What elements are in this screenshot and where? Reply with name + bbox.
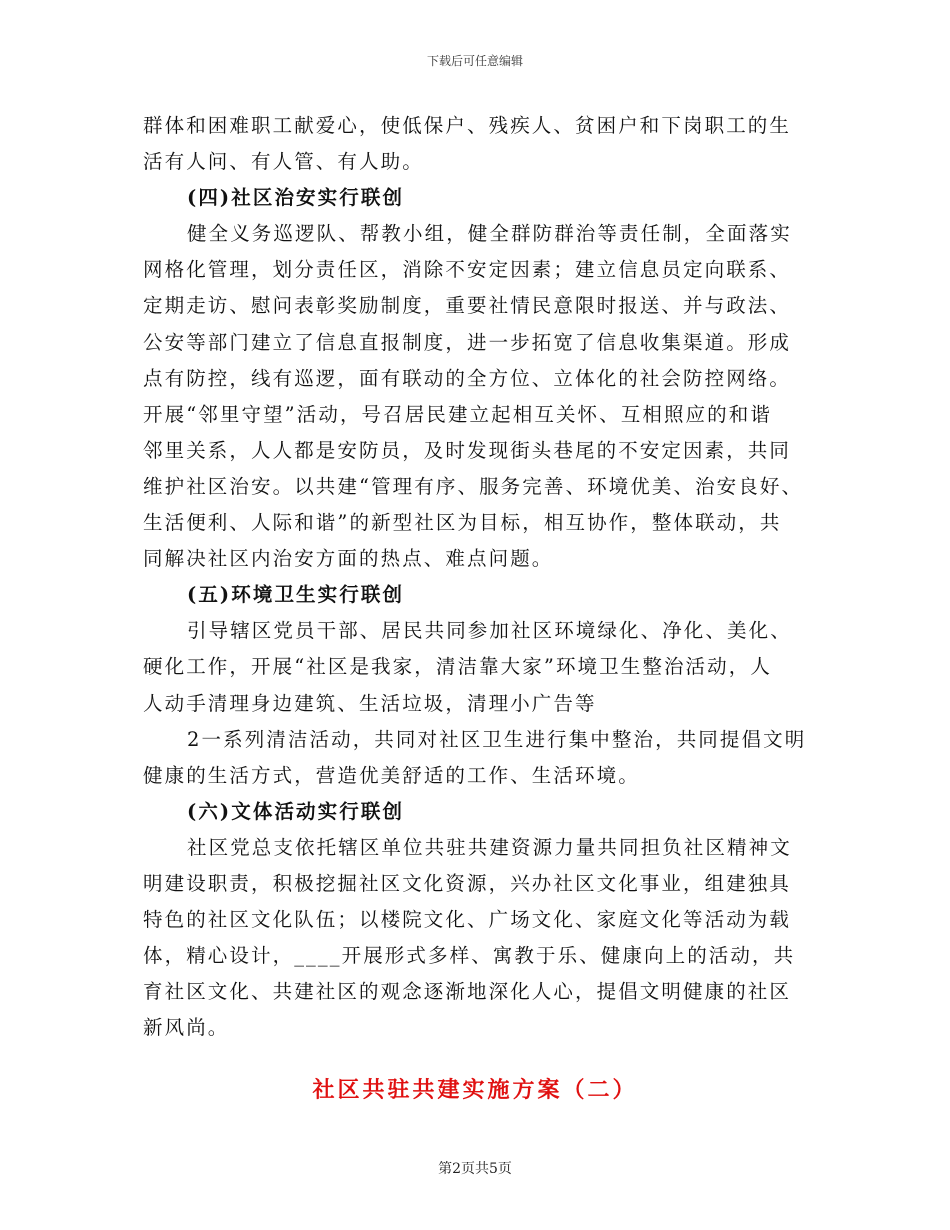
paragraph-line: 引导辖区党员干部、居民共同参加社区环境绿化、净化、美化、: [187, 619, 792, 643]
paragraph-line: 公安等部门建立了信息直报制度，进一步拓宽了信息收集渠道。形成: [143, 330, 792, 354]
paragraph-line: 明建设职责，积极挖掘社区文化资源，兴办社区文化事业，组建独具: [143, 871, 792, 895]
paragraph-line: 开展“邻里守望”活动，号召居民建立起相互关怀、互相照应的和谐: [143, 402, 772, 426]
paragraph-line: 点有防控，线有巡逻，面有联动的全方位、立体化的社会防控网络。: [143, 366, 792, 390]
paragraph-line: 邻里关系，人人都是安防员，及时发现街头巷尾的不安定因素，共同: [143, 438, 792, 462]
paragraph-line: 生活便利、人际和谐”的新型社区为目标，相互协作，整体联动，共: [143, 511, 782, 535]
paragraph-line: 维护社区治安。以共建“管理有序、服务完善、环境优美、治安良好、: [143, 474, 804, 498]
paragraph-line: 特色的社区文化队伍；以楼院文化、广场文化、家庭文化等活动为载: [143, 908, 792, 932]
document-title: 社区共驻共建实施方案（二）: [312, 1077, 638, 1103]
paragraph-line: 育社区文化、共建社区的观念逐渐地深化人心，提倡文明健康的社区: [143, 980, 792, 1004]
paragraph-line: 2一系列清洁活动，共同对社区卫生进行集中整治，共同提倡文明: [187, 727, 807, 751]
paragraph-line: 同解决社区内治安方面的热点、难点问题。: [143, 547, 554, 571]
paragraph-line: 群体和困难职工献爱心，使低保户、残疾人、贫困户和下岗职工的生: [143, 114, 792, 137]
page-header: 下载后可任意编辑: [426, 54, 523, 68]
paragraph-line: 硬化工作，开展“社区是我家，清洁靠大家”环境卫生整治活动，人: [143, 655, 772, 679]
paragraph-line: 人动手清理身边建筑、生活垃圾，清理小广告等: [143, 691, 597, 715]
page-footer: 第2页共5页: [438, 1161, 512, 1177]
paragraph-line: 活有人问、有人管、有人助。: [143, 150, 424, 174]
section-heading-4: (四)社区治安实行联创: [187, 186, 405, 210]
section-heading-6: (六)文体活动实行联创: [187, 799, 405, 823]
paragraph-line: 新风尚。: [143, 1016, 230, 1040]
section-heading-5: (五)环境卫生实行联创: [187, 583, 405, 607]
document-body: [143, 108, 811, 1046]
paragraph-line: 健康的生活方式，营造优美舒适的工作、生活环境。: [143, 763, 640, 787]
paragraph-line: 健全义务巡逻队、帮教小组，健全群防群治等责任制，全面落实: [187, 222, 792, 246]
paragraph-line: 网格化管理，划分责任区，消除不安定因素；建立信息员定向联系、: [143, 258, 792, 282]
paragraph-line: 定期走访、慰问表彰奖励制度，重要社情民意限时报送、并与政法、: [143, 294, 792, 318]
paragraph-line: 体，精心设计，____开展形式多样、寓教于乐、健康向上的活动，共: [143, 944, 796, 968]
paragraph-line: 社区党总支依托辖区单位共驻共建资源力量共同担负社区精神文: [187, 835, 792, 859]
